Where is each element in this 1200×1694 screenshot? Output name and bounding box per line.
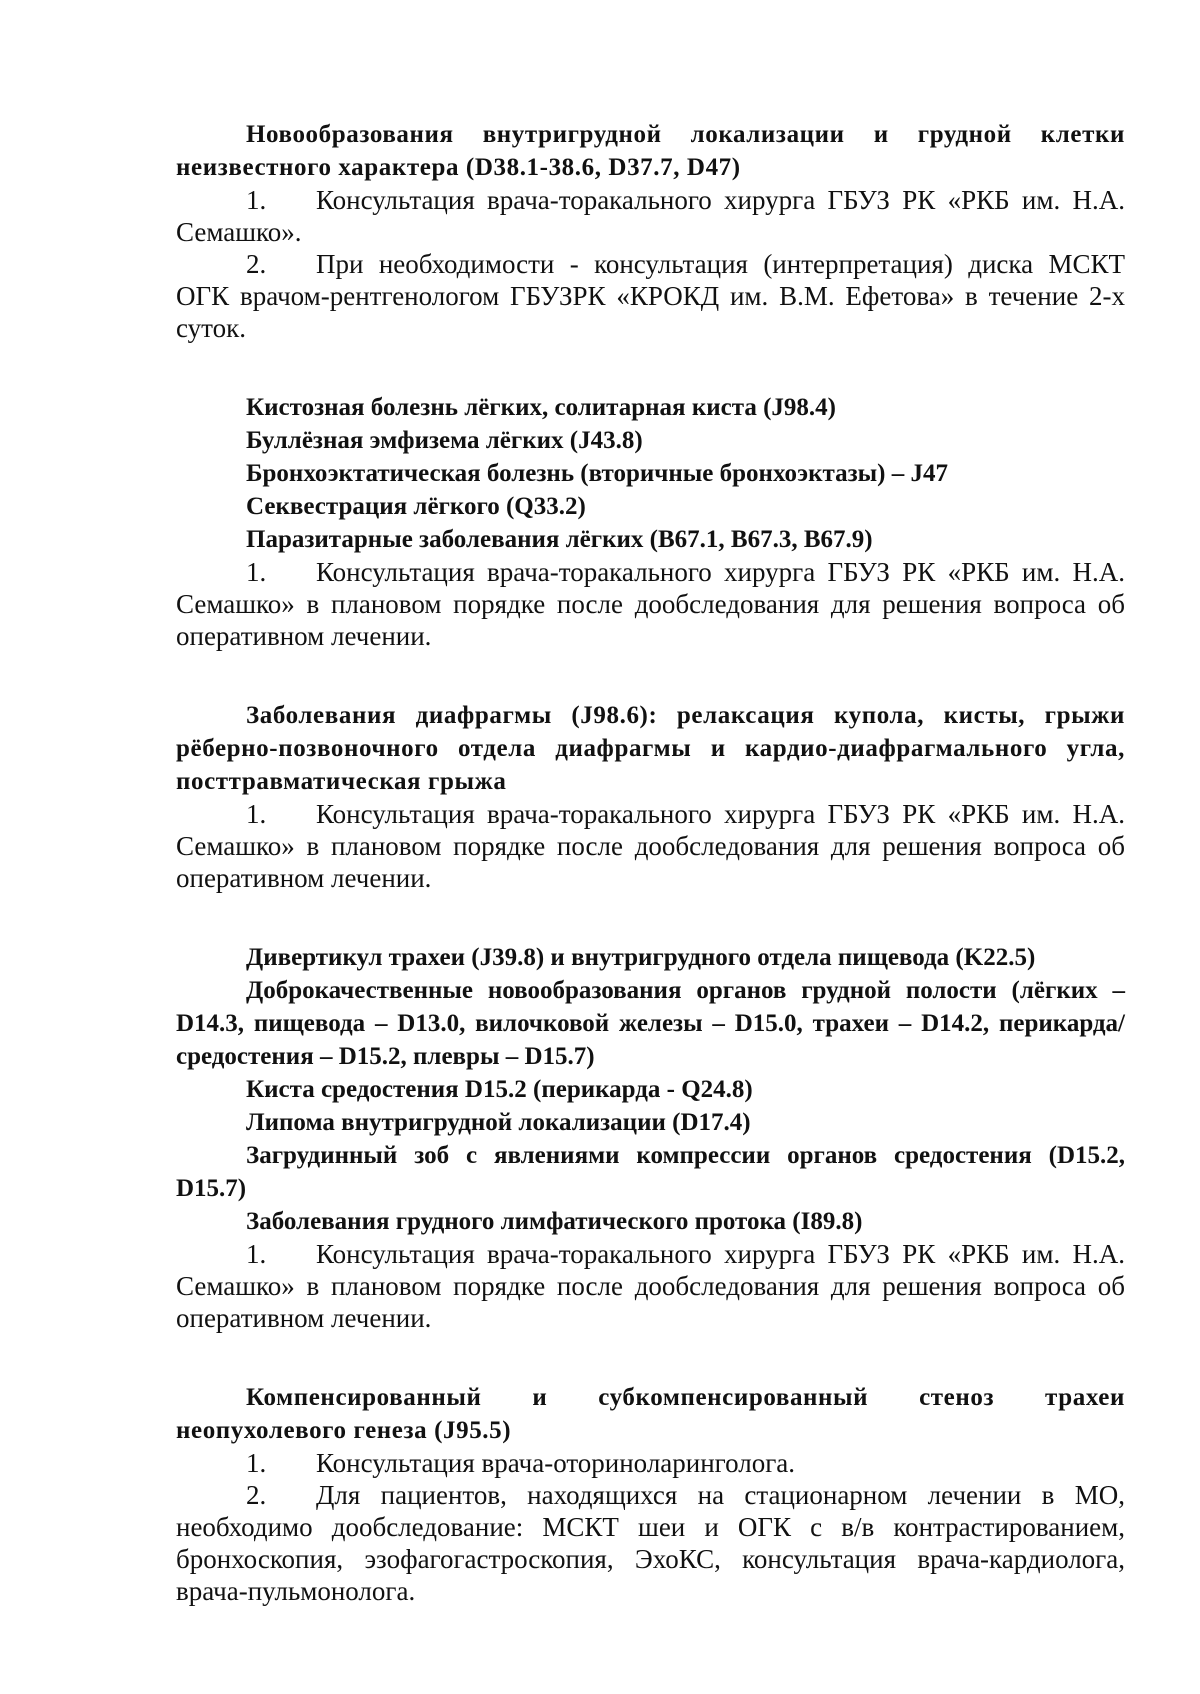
list-item-text: Для пациентов, находящихся на стационарном лечении в МО, необходимо дообследование: МСКТ шеи и ОГК с в/в контрастированием, бронхоскопия, эзофагогастроскопия, ЭхоКС, консультация врача-кардиолога, врача-пульмонолога. — [176, 1480, 1125, 1606]
section-heading: Новообразования внутригрудной локализации и грудной клетки неизвестного характера (D38.1-38.6, D37.7, D47) — [176, 121, 1125, 181]
section-heading: Бронхоэктатическая болезнь (вторичные бронхоэктазы) – J47 — [246, 460, 948, 487]
list-item-number: 1. — [246, 1239, 267, 1269]
list-item-number: 2. — [246, 1480, 267, 1510]
list-item-number: 1. — [246, 185, 267, 215]
section-heading: Секвестрация лёгкого (Q33.2) — [246, 493, 586, 520]
document-section — [176, 118, 1125, 344]
section-heading: Паразитарные заболевания лёгких (B67.1, B67.3, B67.9) — [246, 526, 873, 553]
document-section — [176, 699, 1125, 894]
document-section — [176, 941, 1125, 1334]
list-item — [176, 798, 1125, 894]
section-heading: Компенсированный и субкомпенсированный стеноз трахеи неопухолевого генеза (J95.5) — [176, 1384, 1125, 1444]
list-item-text: Консультация врача-торакального хирурга ГБУЗ РК «РКБ им. Н.А. Семашко» в плановом порядке после дообследования для решения вопроса об оперативном лечении. — [176, 557, 1125, 651]
list-item — [176, 1479, 1125, 1607]
section-heading: Заболевания диафрагмы (J98.6): релаксация купола, кисты, грыжи рёберно-позвоночного отдела диафрагмы и кардио-диафрагмального угла, посттравматическая грыжа — [176, 702, 1125, 795]
list-item — [176, 1447, 1125, 1479]
document-body — [176, 118, 1125, 1607]
list-item-number: 2. — [246, 249, 267, 279]
list-item-text: Консультация врача-торакального хирурга ГБУЗ РК «РКБ им. Н.А. Семашко». — [176, 185, 1125, 247]
list-item — [176, 248, 1125, 344]
list-item — [176, 1238, 1125, 1334]
document-section — [176, 391, 1125, 652]
list-item — [176, 184, 1125, 248]
section-heading: Кистозная болезнь лёгких, солитарная киста (J98.4) — [246, 394, 836, 421]
list-item-number: 1. — [246, 1448, 267, 1478]
section-heading: Доброкачественные новообразования органов грудной полости (лёгких – D14.3, пищевода – D13.0, вилочковой железы – D15.0, трахеи – D14.2, перикарда/средостения – D15.2, плевры – D15.7) — [176, 977, 1125, 1070]
list-item — [176, 556, 1125, 652]
section-heading: Загрудинный зоб с явлениями компрессии органов средостения (D15.2, D15.7) — [176, 1142, 1125, 1202]
list-item-text: При необходимости - консультация (интерпретация) диска МСКТ ОГК врачом-рентгенологом ГБУЗРК «КРОКД им. В.М. Ефетова» в течение 2-х суток. — [176, 249, 1125, 343]
document-section — [176, 1381, 1125, 1607]
list-item-number: 1. — [246, 799, 267, 829]
list-item-number: 1. — [246, 557, 267, 587]
section-heading: Липома внутригрудной локализации (D17.4) — [246, 1109, 751, 1136]
list-item-text: Консультация врача-торакального хирурга ГБУЗ РК «РКБ им. Н.А. Семашко» в плановом порядке после дообследования для решения вопроса об оперативном лечении. — [176, 799, 1125, 893]
section-heading: Дивертикул трахеи (J39.8) и внутригрудного отдела пищевода (K22.5) — [246, 944, 1036, 971]
section-heading: Киста средостения D15.2 (перикарда - Q24.8) — [246, 1076, 753, 1103]
section-heading: Буллёзная эмфизема лёгких (J43.8) — [246, 427, 643, 454]
list-item-text: Консультация врача-оториноларинголога. — [316, 1448, 796, 1478]
section-heading: Заболевания грудного лимфатического протока (I89.8) — [246, 1208, 863, 1235]
list-item-text: Консультация врача-торакального хирурга ГБУЗ РК «РКБ им. Н.А. Семашко» в плановом порядке после дообследования для решения вопроса об оперативном лечении. — [176, 1239, 1125, 1333]
